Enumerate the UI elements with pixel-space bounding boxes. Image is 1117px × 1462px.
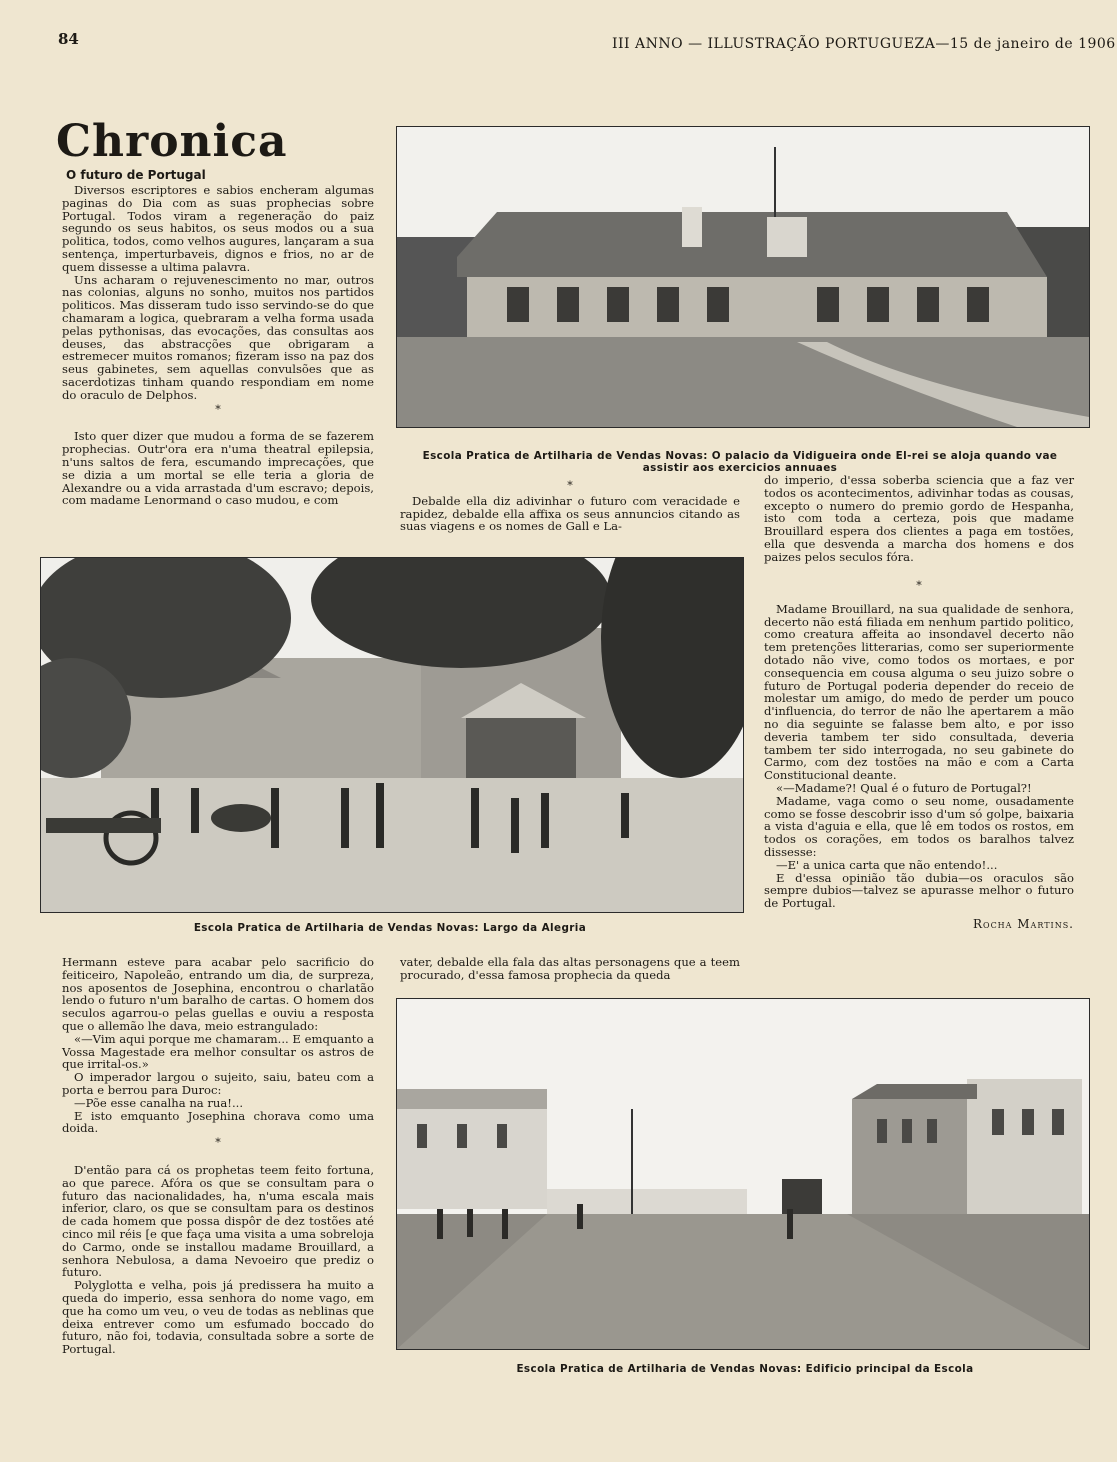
paragraph: —E' a unica carta que não entendo!... — [776, 857, 998, 872]
caption-photo-1: Escola Pratica de Artilharia de Vendas Novas: O palacio da Vidigueira onde El-rei se aloja quando vae assistir aos exercicios annuaes — [422, 450, 1058, 474]
caption-photo-2: Escola Pratica de Artilharia de Vendas Novas: Largo da Alegria — [193, 922, 587, 934]
paragraph: D'então para cá os prophetas teem feito fortuna, ao que parece. Afóra os que se consultam para o futuro das nacionalidades, ha, n'uma escala mais inferior, claro, os que se consultam para os destinos de cada homem que possa dispôr de dez tostões até cinco mil réis [e que faça uma visita a uma sobreloja do Carmo, onde se installou madame Brouillard, a senhora Nebulosa, a dama Nevoeiro que prediz o futuro. — [62, 1162, 374, 1280]
column-1-bottom — [62, 956, 374, 1356]
photo-palacio-vidigueira — [396, 126, 1090, 428]
section-star: * — [215, 402, 221, 416]
paragraph: Isto quer dizer que mudou a forma de se fazerem prophecias. Outr'ora era n'uma theatral epilepsia, n'uns saltos de fera, escumando imprecações, que se dizia a um mortal se elle teria a gloria de Alexandre ou a vida arrastada d'um escravo; depois, com madame Lenormand o caso mudou, e com — [62, 429, 374, 508]
column-3-top — [764, 474, 1074, 564]
paragraph: Debalde ella diz adivinhar o futuro com veracidade e rapidez, debalde ella affixa os seus annuncios citando as suas viagens e os nomes de Gall e La- — [400, 493, 740, 534]
section-star: * — [916, 579, 922, 592]
caption-photo-3: Escola Pratica de Artilharia de Vendas Novas: Edificio principal da Escola — [516, 1363, 974, 1375]
section-title: Chronica — [56, 116, 288, 167]
section-star: * — [567, 479, 573, 492]
column-3-mid — [764, 580, 1074, 931]
paragraph: vater, debalde ella fala das altas personagens que a teem procurado, d'essa famosa prophecia da queda — [400, 955, 740, 982]
column-2-mid — [400, 478, 740, 533]
paragraph: Hermann esteve para acabar pelo sacrificio do feiticeiro, Napoleão, entrando um dia, de surpreza, nos aposentos de Josephina, encontrou o charlatão lendo o futuro n'um baralho de cartas. O homem dos seculos agarrou-o pelas guellas e ouviu a resposta que o allemão lhe dava, meio estrangulado: — [62, 955, 374, 1033]
photo-edificio-principal — [396, 998, 1090, 1350]
paragraph: E d'essa opinião tão dubia—os oraculos são sempre dubios—talvez se apurasse melhor o futuro de Portugal. — [764, 870, 1074, 911]
paragraph: do imperio, d'essa soberba sciencia que a faz ver todos os acontecimentos, adivinhar todas as cousas, excepto o numero do premio gordo de Hespanha, isto com toda a certeza, pois que madame Brouillard espera dos clientes a paga em tostões, ella que desvenda a marcha dos homens e dos paizes pelos seculos fóra. — [764, 473, 1074, 564]
paragraph: «—Vim aqui porque me chamaram... E emquanto a Vossa Magestade era melhor consultar os astros de que irrital-os.» — [62, 1031, 374, 1072]
paragraph: E isto emquanto Josephina chorava como uma doida. — [62, 1108, 374, 1136]
photo-largo-alegria — [40, 557, 744, 913]
column-1-top — [62, 184, 374, 507]
author-signature: Rocha Martins. — [972, 916, 1074, 931]
page-number: 84 — [58, 30, 79, 48]
running-header: III ANNO — ILLUSTRAÇÃO PORTUGUEZA—15 de janeiro de 1906 — [612, 36, 1116, 52]
paragraph: Polyglotta e velha, pois já predissera ha muito a queda do imperio, essa senhora do nome vago, em que ha como um veu, o veu de todas as neblinas que deixa entrever como um esfumado boccado do futuro, não foi, todavia, consultada sobre a sorte de Portugal. — [62, 1278, 374, 1357]
section-star: * — [215, 1136, 221, 1150]
paragraph: Diversos escriptores e sabios encheram algumas paginas do Dia com as suas prophecias sobre Portugal. Todos viram a regeneração do paiz segundo os seus habitos, os seus modos ou a sua politica, todos, como velhos augures, lançaram a sua sentença, imperturbaveis, dignos e frios, no ar de quem dissesse a ultima palavra. — [62, 183, 374, 274]
article-subtitle: O futuro de Portugal — [66, 168, 206, 182]
paragraph: Uns acharam o rejuvenescimento no mar, outros nas colonias, alguns no sonho, muitos nos partidos politicos. Mas disseram tudo isso servindo-se do que chamaram a logica, quebraram a velha forma usada pelas pythonisas, das evocações, das consultas aos deuses, das abstracções que obrigaram a estremecer muitos romanos; fizeram isso na paz dos seus gabinetes, sem aquellas convulsões que as sacerdotizas tinham quando respondiam em nome do oraculo de Delphos. — [62, 272, 374, 402]
paragraph: «—Madame?! Qual é o futuro de Portugal?! — [776, 780, 1032, 795]
paragraph: —Põe esse canalha na rua!... — [74, 1095, 244, 1110]
paragraph: O imperador largou o sujeito, saiu, bateu com a porta e berrou para Duroc: — [62, 1070, 374, 1097]
paragraph: Madame, vaga como o seu nome, ousadamente como se fosse descobrir isso d'um só golpe, baixaria a vista d'aguia e ella, que lê em todos os rostos, em todos os corações, em todos os baralhos talvez dissesse: — [764, 793, 1074, 859]
column-2-bottom — [400, 956, 740, 982]
paragraph: Madame Brouillard, na sua qualidade de senhora, decerto não está filiada em nenhum partido politico, como creatura affeita ao insondavel decerto não tem pretenções litterarias, como ser superiormente dotado não vive, como todos os mortaes, e por consequencia em cousa alguma o seu juizo sobre o futuro de Portugal poderia depender do receio de molestar um amigo, do medo de perder um pouco d'influencia, do terror de não lhe apertarem a mão no dia seguinte se falasse bem alto, e por isso deveria tambem ter sido consultada, deveria tambem ter sido interrogada, no seu gabinete do Carmo, com dez tostões na mão e com a Carta Constitucional deante. — [764, 601, 1074, 783]
